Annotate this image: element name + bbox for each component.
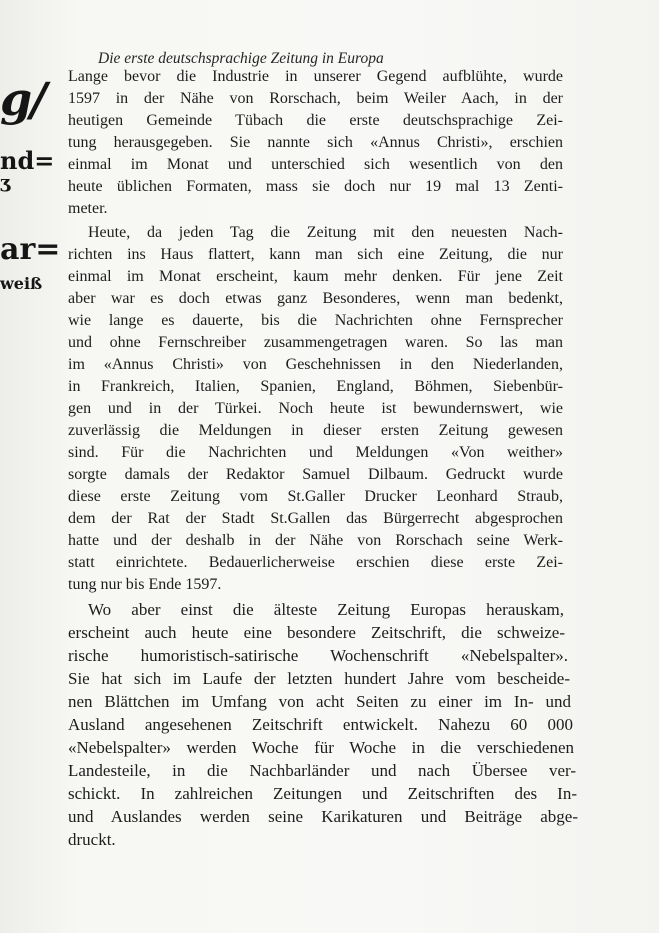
text-line: und Auslandes werden seine Karikaturen und Beiträge abge-: [68, 807, 578, 826]
text-line: erscheint auch heute eine besondere Zeitschrift, die schweize-: [68, 623, 565, 642]
text-line: einmal im Monat erscheint, kaum mehr denken. Für jene Zeit: [68, 268, 563, 285]
text-line: wie lange es dauerte, bis die Nachrichten ohne Fernsprecher: [68, 312, 563, 329]
text-line: Ausland angesehenen Zeitschrift entwickelt. Nahezu 60 000: [68, 715, 573, 734]
text-line: heute üblichen Formaten, mass sie doch nur 19 mal 13 Zenti-: [68, 178, 563, 195]
text-line: heutigen Gemeinde Tübach die erste deutschsprachige Zei-: [68, 112, 563, 129]
text-line: meter.: [68, 200, 108, 217]
edge-fragment: weiß: [0, 274, 43, 293]
edge-fragment: nd=: [0, 146, 55, 175]
text-line: sind. Für die Nachrichten und Meldungen «Von weither»: [68, 444, 563, 461]
text-line: tung herausgegeben. Sie nannte sich «Annus Christi», erschien: [68, 134, 563, 151]
text-line: 1597 in der Nähe von Rorschach, beim Weiler Aach, in der: [68, 90, 563, 107]
text-line: zuverlässig die Meldungen in dieser ersten Zeitung gewesen: [68, 422, 563, 439]
text-line: rische humoristisch-satirische Wochenschrift «Nebelspalter».: [68, 646, 568, 665]
text-line: Heute, da jeden Tag die Zeitung mit den neuesten Nach-: [88, 224, 563, 241]
text-line: nen Blättchen im Umfang von acht Seiten zu einer im In- und: [68, 692, 571, 711]
text-line: tung nur bis Ende 1597.: [68, 576, 222, 593]
text-line: im «Annus Christi» von Geschehnissen in den Niederlanden,: [68, 356, 563, 373]
text-line: hatte und der deshalb in der Nähe von Rorschach seine Werk-: [68, 532, 563, 549]
text-line: Sie hat sich im Laufe der letzten hundert Jahre vom bescheide-: [68, 669, 570, 688]
previous-page-edge-fragments: [0, 60, 66, 320]
text-line: «Nebelspalter» werden Woche für Woche in die verschiedenen: [68, 738, 574, 757]
text-line: sorgte damals der Redaktor Samuel Dilbaum. Gedruckt wurde: [68, 466, 563, 483]
edge-fragment: ʒ: [0, 172, 11, 193]
text-line: dem der Rat der Stadt St.Gallen das Bürgerrecht abgesprochen: [68, 510, 563, 527]
text-line: aber war es doch etwas ganz Besonderes, wenn man bedenkt,: [68, 290, 563, 307]
text-line: einmal im Monat und unterschied sich wesentlich von den: [68, 156, 563, 173]
edge-fragment: ar=: [0, 232, 61, 267]
text-line: druckt.: [68, 830, 116, 849]
text-line: diese erste Zeitung vom St.Galler Drucker Leonhard Straub,: [68, 488, 563, 505]
text-line: richten ins Haus flattert, kann man sich eine Zeitung, die nur: [68, 246, 563, 263]
edge-fragment: g/: [0, 72, 45, 126]
article-heading: Die erste deutschsprachige Zeitung in Europa: [98, 50, 384, 67]
text-line: Lange bevor die Industrie in unserer Gegend aufblühte, wurde: [68, 68, 563, 85]
text-line: Wo aber einst die älteste Zeitung Europas herauskam,: [88, 600, 564, 619]
text-line: schickt. In zahlreichen Zeitungen und Zeitschriften des In-: [68, 784, 577, 803]
text-line: gen und in der Türkei. Noch heute ist bewundernswert, wie: [68, 400, 563, 417]
text-line: statt einrichtete. Bedauerlicherweise erschien diese erste Zei-: [68, 554, 563, 571]
text-line: und ohne Fernschreiber zusammengetragen waren. So las man: [68, 334, 563, 351]
text-line: in Frankreich, Italien, Spanien, England, Böhmen, Siebenbür-: [68, 378, 563, 395]
text-line: Landesteile, in die Nachbarländer und nach Übersee ver-: [68, 761, 576, 780]
